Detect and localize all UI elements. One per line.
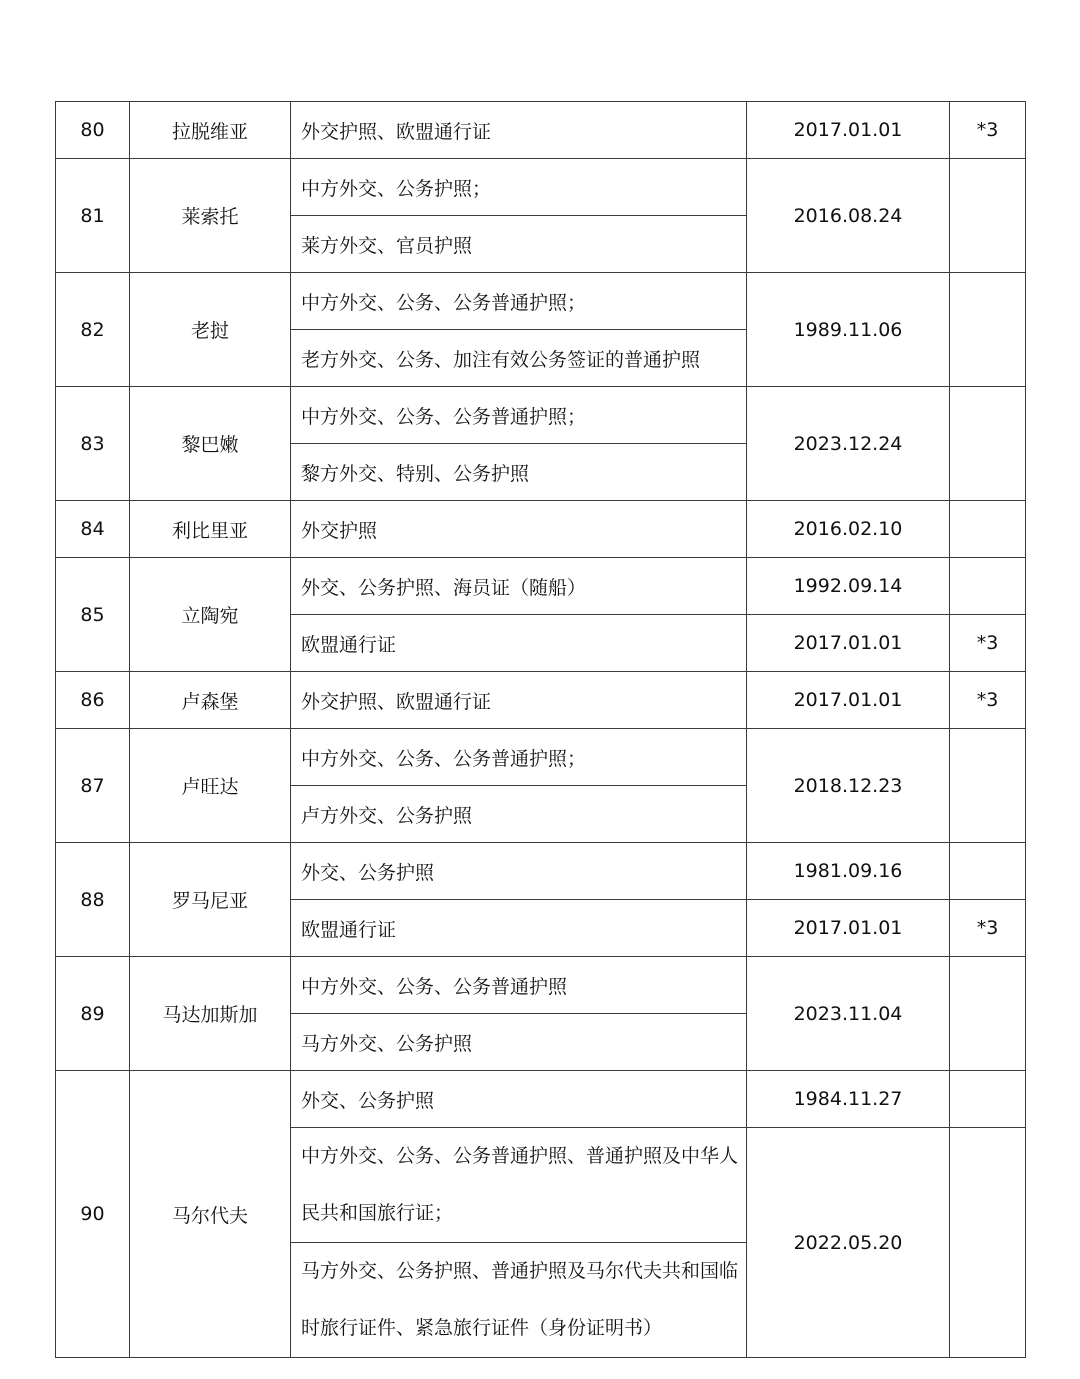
row-number: 86 <box>56 672 130 729</box>
row-number: 90 <box>56 1071 130 1358</box>
effective-date: 1984.11.27 <box>747 1071 950 1128</box>
note-mark <box>950 387 1026 501</box>
note-mark: *3 <box>950 900 1026 957</box>
passport-types: 中方外交、公务护照； <box>291 159 747 216</box>
note-mark <box>950 501 1026 558</box>
country-name: 拉脱维亚 <box>130 102 291 159</box>
note-mark <box>950 957 1026 1071</box>
passport-types: 中方外交、公务、公务普通护照； <box>291 387 747 444</box>
passport-types: 卢方外交、公务护照 <box>291 786 747 843</box>
table-row <box>56 501 1026 558</box>
passport-types: 外交护照 <box>291 501 747 558</box>
country-name: 马尔代夫 <box>130 1071 291 1358</box>
passport-types: 外交、公务护照、海员证（随船） <box>291 558 747 615</box>
country-name: 罗马尼亚 <box>130 843 291 957</box>
note-mark: *3 <box>950 102 1026 159</box>
effective-date: 2016.08.24 <box>747 159 950 273</box>
table-row <box>56 159 1026 216</box>
table-row <box>56 729 1026 786</box>
country-name: 立陶宛 <box>130 558 291 672</box>
row-number: 88 <box>56 843 130 957</box>
passport-types: 莱方外交、官员护照 <box>291 216 747 273</box>
table-row <box>56 273 1026 330</box>
passport-types: 老方外交、公务、加注有效公务签证的普通护照 <box>291 330 747 387</box>
passport-types: 马方外交、公务护照 <box>291 1014 747 1071</box>
note-mark: *3 <box>950 672 1026 729</box>
passport-types: 欧盟通行证 <box>291 900 747 957</box>
passport-types: 黎方外交、特别、公务护照 <box>291 444 747 501</box>
table-row <box>56 957 1026 1014</box>
row-number: 89 <box>56 957 130 1071</box>
visa-exemption-table <box>55 101 1026 1358</box>
table-row <box>56 102 1026 159</box>
effective-date: 2017.01.01 <box>747 900 950 957</box>
passport-types: 外交护照、欧盟通行证 <box>291 672 747 729</box>
note-mark: *3 <box>950 615 1026 672</box>
row-number: 83 <box>56 387 130 501</box>
passport-types: 中方外交、公务、公务普通护照、普通护照及中华人民共和国旅行证； <box>291 1128 747 1243</box>
country-name: 黎巴嫩 <box>130 387 291 501</box>
country-name: 卢森堡 <box>130 672 291 729</box>
row-number: 81 <box>56 159 130 273</box>
effective-date: 2017.01.01 <box>747 672 950 729</box>
passport-types: 中方外交、公务、公务普通护照 <box>291 957 747 1014</box>
note-mark <box>950 729 1026 843</box>
note-mark <box>950 1128 1026 1358</box>
country-name: 马达加斯加 <box>130 957 291 1071</box>
country-name: 莱索托 <box>130 159 291 273</box>
row-number: 85 <box>56 558 130 672</box>
table-row <box>56 1071 1026 1128</box>
effective-date: 2017.01.01 <box>747 102 950 159</box>
table-row <box>56 672 1026 729</box>
passport-types: 中方外交、公务、公务普通护照； <box>291 729 747 786</box>
note-mark <box>950 1071 1026 1128</box>
note-mark <box>950 558 1026 615</box>
note-mark <box>950 843 1026 900</box>
country-name: 老挝 <box>130 273 291 387</box>
row-number: 82 <box>56 273 130 387</box>
effective-date: 2023.11.04 <box>747 957 950 1071</box>
note-mark <box>950 159 1026 273</box>
passport-types: 外交、公务护照 <box>291 843 747 900</box>
passport-types: 外交、公务护照 <box>291 1071 747 1128</box>
table-row <box>56 558 1026 615</box>
effective-date: 1981.09.16 <box>747 843 950 900</box>
passport-types: 马方外交、公务护照、普通护照及马尔代夫共和国临时旅行证件、紧急旅行证件（身份证明书） <box>291 1243 747 1358</box>
effective-date: 1989.11.06 <box>747 273 950 387</box>
passport-types: 中方外交、公务、公务普通护照； <box>291 273 747 330</box>
row-number: 84 <box>56 501 130 558</box>
effective-date: 2018.12.23 <box>747 729 950 843</box>
country-name: 利比里亚 <box>130 501 291 558</box>
effective-date: 2016.02.10 <box>747 501 950 558</box>
row-number: 80 <box>56 102 130 159</box>
passport-types: 外交护照、欧盟通行证 <box>291 102 747 159</box>
note-mark <box>950 273 1026 387</box>
row-number: 87 <box>56 729 130 843</box>
country-name: 卢旺达 <box>130 729 291 843</box>
effective-date: 1992.09.14 <box>747 558 950 615</box>
effective-date: 2017.01.01 <box>747 615 950 672</box>
effective-date: 2023.12.24 <box>747 387 950 501</box>
table-row <box>56 843 1026 900</box>
passport-types: 欧盟通行证 <box>291 615 747 672</box>
table-row <box>56 387 1026 444</box>
effective-date: 2022.05.20 <box>747 1128 950 1358</box>
